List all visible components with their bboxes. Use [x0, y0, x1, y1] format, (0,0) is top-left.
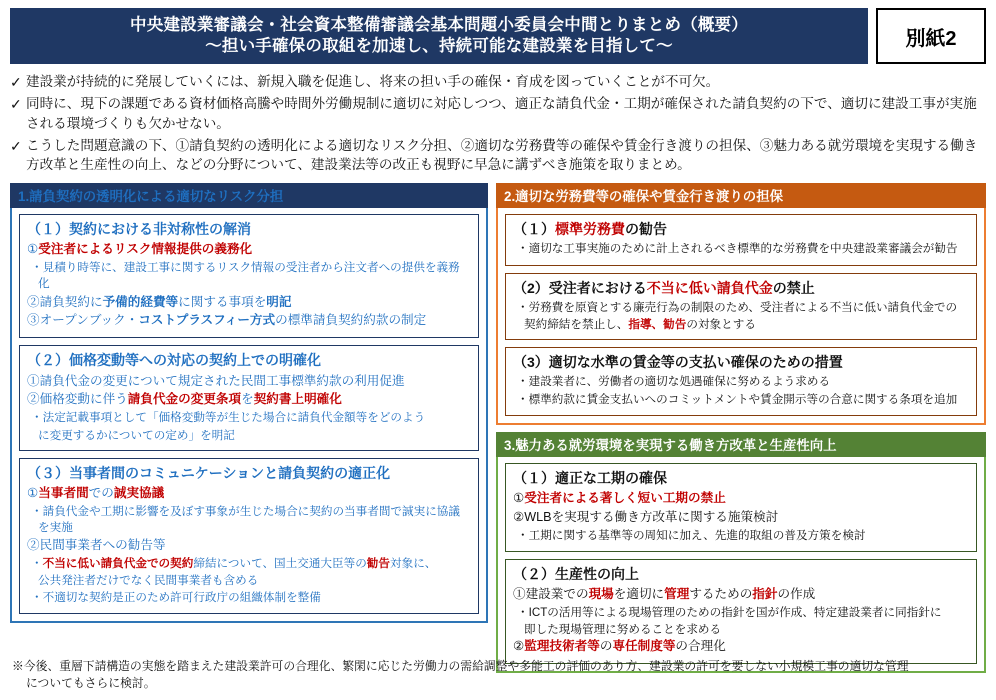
text-run: ① [27, 242, 39, 257]
text-run: の合理化 [675, 639, 726, 654]
right-column [496, 183, 986, 673]
card-subitem [513, 317, 969, 333]
header [10, 8, 986, 64]
title-line-1: 中央建設業審議会・社会資本整備審議会基本問題小委員会中間とりまとめ（概要） [130, 16, 748, 35]
card-subitem [27, 573, 471, 589]
card-subitem [27, 260, 471, 292]
text-run: ②民間事業者への勧告等 [27, 538, 166, 553]
card-subitem [27, 410, 471, 426]
text-run: ③オープンブック・ [27, 313, 139, 328]
section-2-body [496, 208, 986, 425]
highlight-red: 当事者間 [38, 485, 89, 500]
attachment-badge: 別紙2 [876, 8, 986, 64]
content-card [505, 347, 977, 416]
lead-bullet [10, 94, 986, 133]
text-run: ・工期に関する基準等の周知に加え、先進的取組の普及方策を検討 [517, 528, 866, 542]
highlight-red: 監理技術者等 [524, 639, 600, 654]
text-run: ①建設業での [513, 587, 589, 602]
content-card [19, 214, 479, 338]
highlight-red: 著しく短い工期 [599, 490, 689, 505]
text-run: ①請負代金の変更について規定された民間工事標準約款の利用促進 [27, 373, 405, 388]
text-run: （１）適正な工期の確保 [513, 469, 667, 486]
card-title [513, 279, 969, 297]
content-card [19, 345, 479, 450]
highlight-blue: 明記 [266, 294, 292, 309]
text-run: （2）受注者における [513, 279, 647, 296]
footnote-line-1: ※今後、重層下請構造の実態を踏まえた建設業許可の合理化、繁閑に応じた労働力の需給調整や多能工の評価のあり方、建設業の許可を要しない小規模工事の適切な管理 [12, 658, 909, 673]
text-run: ・標準約款に賃金支払いへのコミットメントや賃金開示等の合意に関する条項を追加 [517, 392, 958, 406]
card-item [27, 391, 471, 409]
check-icon: ✓ [10, 96, 22, 113]
card-item [27, 373, 471, 391]
card-item [27, 241, 471, 259]
text-run: （１） [513, 221, 555, 238]
lead-bullet [10, 136, 986, 175]
text-run: 公共発注者だけでなく民間事業者も含める [38, 574, 259, 588]
text-run: ②請負契約に [27, 294, 103, 309]
text-run: 契約締結を禁止し、 [524, 317, 629, 331]
lead-bullet-text: 建設業が持続的に発展していくには、新規入職を促進し、将来の担い手の確保・育成を図っていくことが不可欠。 [26, 74, 720, 89]
card-subitem [27, 556, 471, 572]
title-line-2: ～担い手確保の取組を加速し、持続可能な建設業を目指して～ [205, 37, 673, 55]
highlight-red: の禁止 [688, 490, 726, 505]
highlight-red: 誠実協議 [113, 485, 165, 500]
lead-summary [10, 72, 986, 175]
highlight-red: 指針 [752, 587, 778, 602]
section-3-body [496, 457, 986, 674]
text-run: ・見積り時等に、建設工事に関するリスク情報の受注者から注文者への提供を義務化 [31, 261, 460, 291]
card-subitem [513, 300, 969, 316]
text-run: （２）生産性の向上 [513, 565, 639, 582]
text-run: の勧告 [625, 221, 667, 238]
text-run: を [241, 392, 254, 407]
section-1-body [10, 208, 488, 623]
text-run: を適切に [613, 587, 665, 602]
text-run: 対象に、 [390, 557, 437, 571]
text-run: での [88, 485, 114, 500]
highlight-red: 専任制度等 [612, 639, 676, 654]
text-run: に関する事項を [178, 294, 267, 309]
card-item [513, 490, 969, 508]
highlight-red: 指導、勧告 [628, 317, 687, 331]
text-run: の標準請負契約約款の制定 [275, 313, 427, 328]
section-3-heading: 3.魅力ある就労環境を実現する働き方改革と生産性向上 [496, 432, 986, 457]
highlight-red: リスク情報提供の義務化 [113, 242, 253, 257]
check-icon: ✓ [10, 137, 22, 154]
card-subitem [513, 528, 969, 544]
text-run: ・不適切な契約是正のため許可行政庁の組織体制を整備 [31, 590, 321, 604]
text-run: ② [513, 639, 525, 654]
text-run: の [599, 639, 613, 654]
content-card [505, 463, 977, 552]
highlight-blue: 予備的経費等 [102, 294, 179, 309]
text-run: ・労務費を原資とする廉売行為の制限のため、受注者による不当に低い請負代金での [517, 300, 958, 314]
card-title: （３）当事者間のコミュニケーションと請負契約の適正化 [27, 464, 391, 481]
section-1 [10, 183, 488, 623]
text-run: ・適切な工事実施のために計上されるべき標準的な労務費を中央建設業審議会が勧告 [517, 242, 958, 256]
lead-bullet-text: 同時に、現下の課題である資材価格高騰や時間外労働規制に適切に対応しつつ、適正な請負代金・工期が確保された請負契約の下で、適切に建設工事が実施される環境づくりも欠かせない。 [26, 96, 977, 131]
section-1-heading: 1.請負契約の透明化による適切なリスク分担 [10, 183, 488, 208]
text-run: ・請負代金や工期に影響を及ぼす事象が生じた場合に契約の当事者間で誠実に協議を実施 [31, 504, 460, 535]
card-item [513, 586, 969, 604]
page-title [10, 8, 868, 64]
card-item [513, 509, 969, 527]
text-run: （3）適切な水準の賃金等の支払い確保のための措置 [513, 354, 843, 371]
text-run: ・建設業者に、労働者の適切な処遇確保に努めるよう求める [517, 375, 831, 389]
card-title [513, 469, 969, 487]
card-item [27, 537, 471, 555]
highlight-red: 現場 [588, 587, 614, 602]
text-run: 締結について、国土交通大臣等の [193, 557, 367, 571]
highlight-red: 勧告 [366, 557, 390, 571]
section-2 [496, 183, 986, 425]
highlight-red: 不当に低い請負代金 [646, 279, 773, 296]
card-item [27, 312, 471, 330]
text-run: ・法定記載事項として「価格変動等が生じた場合に請負代金額等をどのよう [31, 411, 426, 425]
text-run: の作成 [777, 587, 816, 602]
card-subitem [513, 605, 969, 621]
highlight-red: 受注者による [524, 490, 600, 505]
card-item [27, 294, 471, 312]
card-subitem [27, 428, 471, 444]
card-title [513, 353, 969, 371]
card-subitem [27, 590, 471, 606]
highlight-blue: コストプラスフィー方式 [138, 313, 276, 328]
highlight-red: 管理 [664, 587, 690, 602]
text-run: ②WLBを実現する働き方改革に関する施策検討 [513, 509, 779, 524]
section-2-heading: 2.適切な労務費等の確保や賃金行き渡りの担保 [496, 183, 986, 208]
highlight-red: 請負代金の変更条項 [127, 392, 242, 407]
card-subitem [513, 622, 969, 638]
highlight-red: 不当に低い請負代金での契約 [42, 557, 194, 571]
highlight-red: 契約書上 [253, 392, 305, 407]
lead-bullet-text: こうした問題意識の下、①請負契約の透明化による適切なリスク分担、②適切な労務費等の確保や賃金行き渡りの担保、③魅力ある就労環境を実現する働き方改革と生産性の向上、などの分野について、建設業法等の改正も視野に早急に講ずべき施策を取りまとめ。 [26, 137, 978, 173]
left-column [10, 183, 488, 623]
card-title: （２）価格変動等への対応の契約上での明確化 [27, 352, 321, 369]
check-icon: ✓ [10, 74, 22, 90]
card-title: （１）契約における非対称性の解消 [27, 221, 251, 238]
text-run: の対象とする [686, 317, 756, 331]
footnote [12, 658, 984, 692]
text-run: 即した現場管理に努めることを求める [524, 623, 722, 637]
highlight-red: 明確化 [304, 392, 342, 407]
content-card [505, 559, 977, 664]
card-item [27, 485, 471, 503]
content-card [505, 273, 977, 341]
text-run: ・ICTの活用等による現場管理のための指針を国が作成、特定建設業者に同指針に [517, 605, 942, 619]
content-card [505, 214, 977, 265]
card-subitem [513, 374, 969, 390]
text-run: するための [689, 587, 753, 602]
card-item [513, 638, 969, 656]
lead-bullet [10, 72, 986, 92]
text-run: ① [513, 490, 525, 505]
highlight-red: 標準労務費 [555, 221, 625, 238]
card-title [513, 220, 969, 238]
content-card [19, 458, 479, 614]
section-3 [496, 432, 986, 674]
text-run: ②価格変動に伴う [27, 392, 128, 407]
content-columns [10, 183, 986, 673]
text-run: の禁止 [772, 279, 815, 296]
card-subitem [27, 504, 471, 536]
text-run: ・ [31, 557, 43, 571]
card-subitem [513, 392, 969, 408]
highlight-red: 受注者による [38, 242, 114, 257]
card-title [513, 565, 969, 583]
card-subitem [513, 241, 969, 257]
footnote-line-2: についてもさらに検討。 [26, 675, 156, 690]
text-run: ① [27, 485, 39, 500]
text-run: に変更するかについての定め」を明記 [38, 428, 235, 442]
